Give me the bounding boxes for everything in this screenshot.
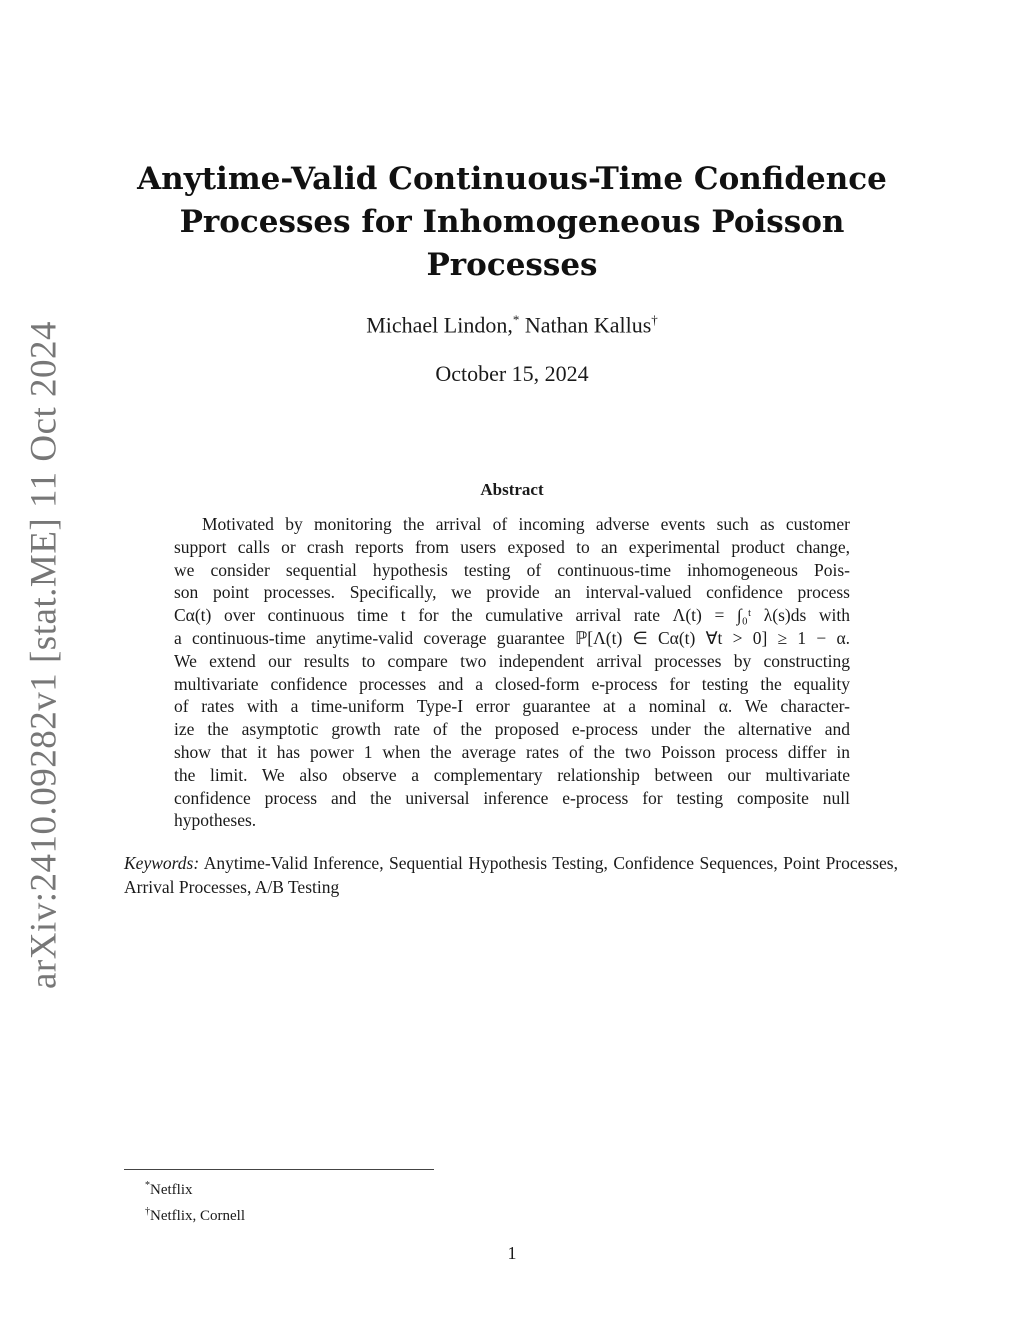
footnote-mark: †	[145, 1206, 150, 1217]
footnotes	[145, 1175, 245, 1227]
title-line-2: Processes for Inhomogeneous Poisson	[179, 204, 845, 240]
footnote-mark: *	[145, 1180, 150, 1191]
abstract-heading: Abstract	[480, 480, 544, 499]
keywords-label: Keywords:	[124, 853, 200, 873]
abstract-line: Cα(t) over continuous time t for the cumulative arrival rate Λ(t) = ∫₀ᵗ λ(s)ds with	[174, 605, 850, 626]
abstract-line: Motivated by monitoring the arrival of incoming adverse events such as customer	[202, 514, 850, 534]
title-line-1: Anytime-Valid Continuous-Time Confidence	[137, 161, 887, 197]
abstract-line: ize the asymptotic growth rate of the proposed e-process under the alternative and	[174, 719, 850, 740]
author-footnote-mark: †	[651, 312, 658, 327]
abstract-line: of rates with a time-uniform Type-I error guarantee at a nominal α. We character-	[174, 696, 850, 717]
abstract-line: We extend our results to compare two independent arrival processes by constructing	[174, 650, 850, 671]
paper-date: October 15, 2024	[435, 361, 589, 386]
author-name: Nathan Kallus	[524, 312, 652, 338]
footnote-item	[145, 1201, 245, 1227]
abstract-line: confidence process and the universal inference e-process for testing composite null	[174, 787, 850, 808]
page-number: 1	[507, 1243, 517, 1263]
footnote-item	[145, 1175, 245, 1201]
footnote-text: Netflix	[150, 1182, 193, 1198]
abstract-line: show that it has power 1 when the average rates of the two Poisson process differ in	[174, 741, 850, 762]
abstract-line: hypotheses.	[174, 810, 257, 831]
footnote-divider	[124, 1169, 434, 1170]
title-line-3: Processes	[426, 247, 598, 283]
footnote-text: Netflix, Cornell	[150, 1208, 245, 1224]
author-list	[112, 312, 912, 338]
author-name: Michael Lindon,	[366, 312, 513, 338]
keywords-text: Anytime-Valid Inference, Sequential Hypothesis Testing, Confidence Sequences, Point Processes, Arrival Processes, A/B Testing	[124, 853, 898, 897]
abstract-line: the limit. We also observe a complementary relationship between our multivariate	[174, 764, 850, 785]
abstract-line: son point processes. Specifically, we provide an interval-valued confidence process	[174, 582, 850, 603]
abstract-line: we consider sequential hypothesis testing of continuous-time inhomogeneous Pois-	[174, 559, 850, 580]
abstract-line: support calls or crash reports from users exposed to an experimental product change,	[174, 536, 850, 557]
paper-title	[112, 158, 912, 287]
keywords	[124, 851, 898, 899]
abstract-line: multivariate confidence processes and a closed-form e-process for testing the equality	[174, 673, 850, 694]
author-footnote-mark: *	[512, 312, 520, 327]
abstract-line: a continuous-time anytime-valid coverage guarantee ℙ[Λ(t) ∈ Cα(t) ∀t > 0] ≥ 1 − α.	[174, 627, 850, 648]
arxiv-identifier: arXiv:2410.09282v1 [stat.ME] 11 Oct 2024	[23, 320, 65, 990]
abstract-body	[174, 513, 850, 832]
